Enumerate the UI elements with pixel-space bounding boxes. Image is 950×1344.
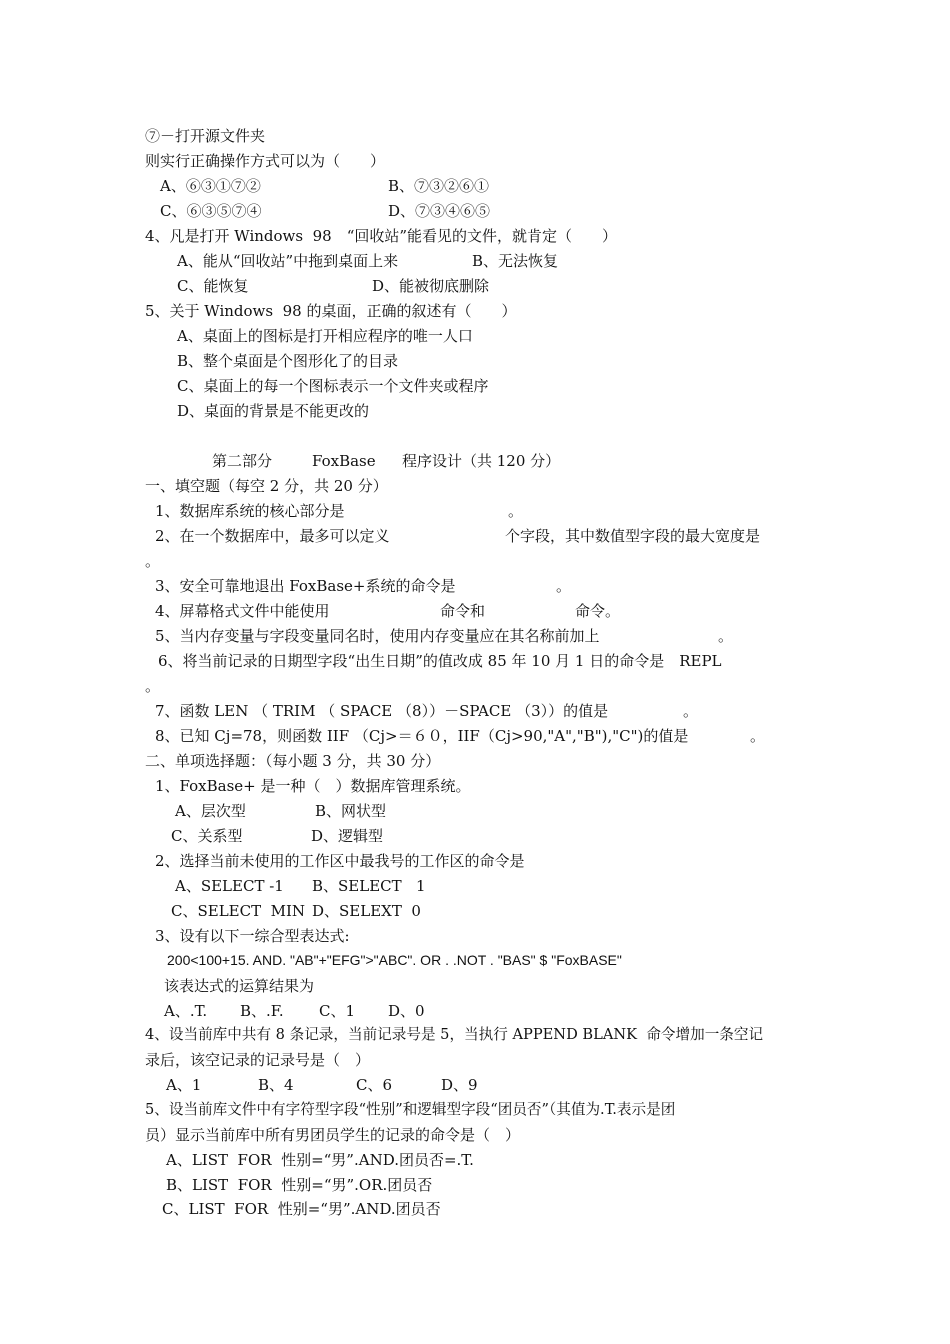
option-a: A、SELECT -1 xyxy=(175,877,284,895)
option-a: A、桌面上的图标是打开相应程序的唯一人口 xyxy=(177,327,473,345)
option-d: D、0 xyxy=(388,1002,425,1020)
option-a: A、⑥③①⑦② xyxy=(160,177,261,195)
question-line: 5、当内存变量与字段变量同名时，使用内存变量应在其名称前加上 xyxy=(155,627,600,645)
option-b: B、SELECT 1 xyxy=(312,877,426,895)
option-c: C、SELECT MIN xyxy=(171,902,306,920)
option-d: D、⑦③④⑥⑤ xyxy=(388,202,491,220)
question-line: 6、将当前记录的日期型字段“出生日期”的值改成 85 年 10 月 1 日的命令是 REPL xyxy=(158,652,722,670)
option-b: B、网状型 xyxy=(315,802,387,820)
blank-end: 。 xyxy=(508,502,524,520)
blank-end: 。 xyxy=(145,552,161,570)
option-c: C、LIST FOR 性别=“男”.AND.团员否 xyxy=(162,1200,441,1218)
option-c: C、6 xyxy=(356,1076,393,1094)
option-c: C、1 xyxy=(319,1002,356,1020)
option-d: D、逻辑型 xyxy=(311,827,384,845)
question-line: 2、在一个数据库中，最多可以定义 xyxy=(155,527,390,545)
question-line: 7、函数 LEN （ TRIM （ SPACE （8））－SPACE （3））的值是 xyxy=(155,702,609,720)
blank-end: 。 xyxy=(145,677,161,695)
question-line: 录后，该空记录的记录号是（ ） xyxy=(145,1051,371,1069)
question-line: 命令和 xyxy=(440,602,486,620)
question-line: 该表达式的运算结果为 xyxy=(164,977,315,995)
question-line: 4、屏幕格式文件中能使用 xyxy=(155,602,330,620)
question-line: 个字段，其中数值型字段的最大宽度是 xyxy=(505,527,761,545)
option-b: B、⑦③②⑥① xyxy=(388,177,490,195)
question-line: 4、凡是打开 Windows 98 “回收站”能看见的文件，就肯定（ ） xyxy=(145,227,618,245)
question-line: 5、关于 Windows 98 的桌面，正确的叙述有（ ） xyxy=(145,302,517,320)
section-heading: 程序设计（共 120 分） xyxy=(402,452,561,470)
blank-end: 。 xyxy=(750,727,766,745)
question-line: 1、数据库系统的核心部分是 xyxy=(155,502,345,520)
option-a: A、层次型 xyxy=(175,802,246,820)
blank-end: 。 xyxy=(556,577,572,595)
blank-end: 。 xyxy=(718,627,734,645)
option-a: A、1 xyxy=(166,1076,202,1094)
text-line: 则实行正确操作方式可以为（ ） xyxy=(145,152,386,170)
option-b: B、4 xyxy=(258,1076,294,1094)
question-line: 4、设当前库中共有 8 条记录，当前记录号是 5，当执行 APPEND BLANK 命令增加一条空记 xyxy=(145,1026,764,1043)
option-b: B、LIST FOR 性别=“男”.OR.团员否 xyxy=(166,1176,433,1194)
section-heading: 第二部分 xyxy=(212,452,273,470)
part-heading: 一、填空题（每空 2 分，共 20 分） xyxy=(145,477,388,495)
question-line: 3、安全可靠地退出 FoxBase+系统的命令是 xyxy=(155,577,456,595)
question-line: 2、选择当前未使用的工作区中最我号的工作区的命令是 xyxy=(155,852,525,870)
option-c: C、⑥③⑤⑦④ xyxy=(160,202,262,220)
option-d: D、SELEXT 0 xyxy=(312,902,421,920)
option-a: A、.T. xyxy=(164,1002,208,1020)
option-b: B、无法恢复 xyxy=(472,252,559,270)
option-a: A、能从“回收站”中拖到桌面上来 xyxy=(177,252,399,270)
expression-line: 200<100+15. AND. "AB"+"EFG">"ABC". OR . .NOT . "BAS" $ "FoxBASE" xyxy=(167,952,622,968)
part-heading: 二、单项选择题：（每小题 3 分，共 30 分） xyxy=(145,752,441,770)
question-line: 员）显示当前库中所有男团员学生的记录的命令是（ ） xyxy=(145,1126,521,1144)
option-b: B、整个桌面是个图形化了的目录 xyxy=(177,352,399,370)
option-d: D、桌面的背景是不能更改的 xyxy=(177,402,370,420)
blank-end: 。 xyxy=(683,702,699,720)
option-a: A、LIST FOR 性别=“男”.AND.团员否=.T. xyxy=(166,1151,474,1169)
option-b: B、.F. xyxy=(240,1002,284,1020)
question-line: 3、设有以下一综合型表达式: xyxy=(155,927,350,945)
question-line: 命令。 xyxy=(575,602,621,620)
question-line: 8、已知 Cj=78，则函数 IIF （Cj>＝６０，IIF（Cj>90,"A","B"),"C")的值是 xyxy=(155,727,689,745)
question-line: 5、设当前库文件中有字符型字段“性别”和逻辑型字段“团员否”（其值为.T.表示是团 xyxy=(145,1101,676,1118)
option-c: C、能恢复 xyxy=(177,277,249,295)
option-c: C、桌面上的每一个图标表示一个文件夹或程序 xyxy=(177,377,489,395)
option-c: C、关系型 xyxy=(171,827,243,845)
option-d: D、9 xyxy=(441,1076,478,1094)
question-line: 1、FoxBase+ 是一种（ ）数据库管理系统。 xyxy=(155,777,471,795)
section-heading: FoxBase xyxy=(312,452,376,470)
option-d: D、能被彻底删除 xyxy=(372,277,490,295)
text-line: ⑦－打开源文件夹 xyxy=(145,127,266,145)
